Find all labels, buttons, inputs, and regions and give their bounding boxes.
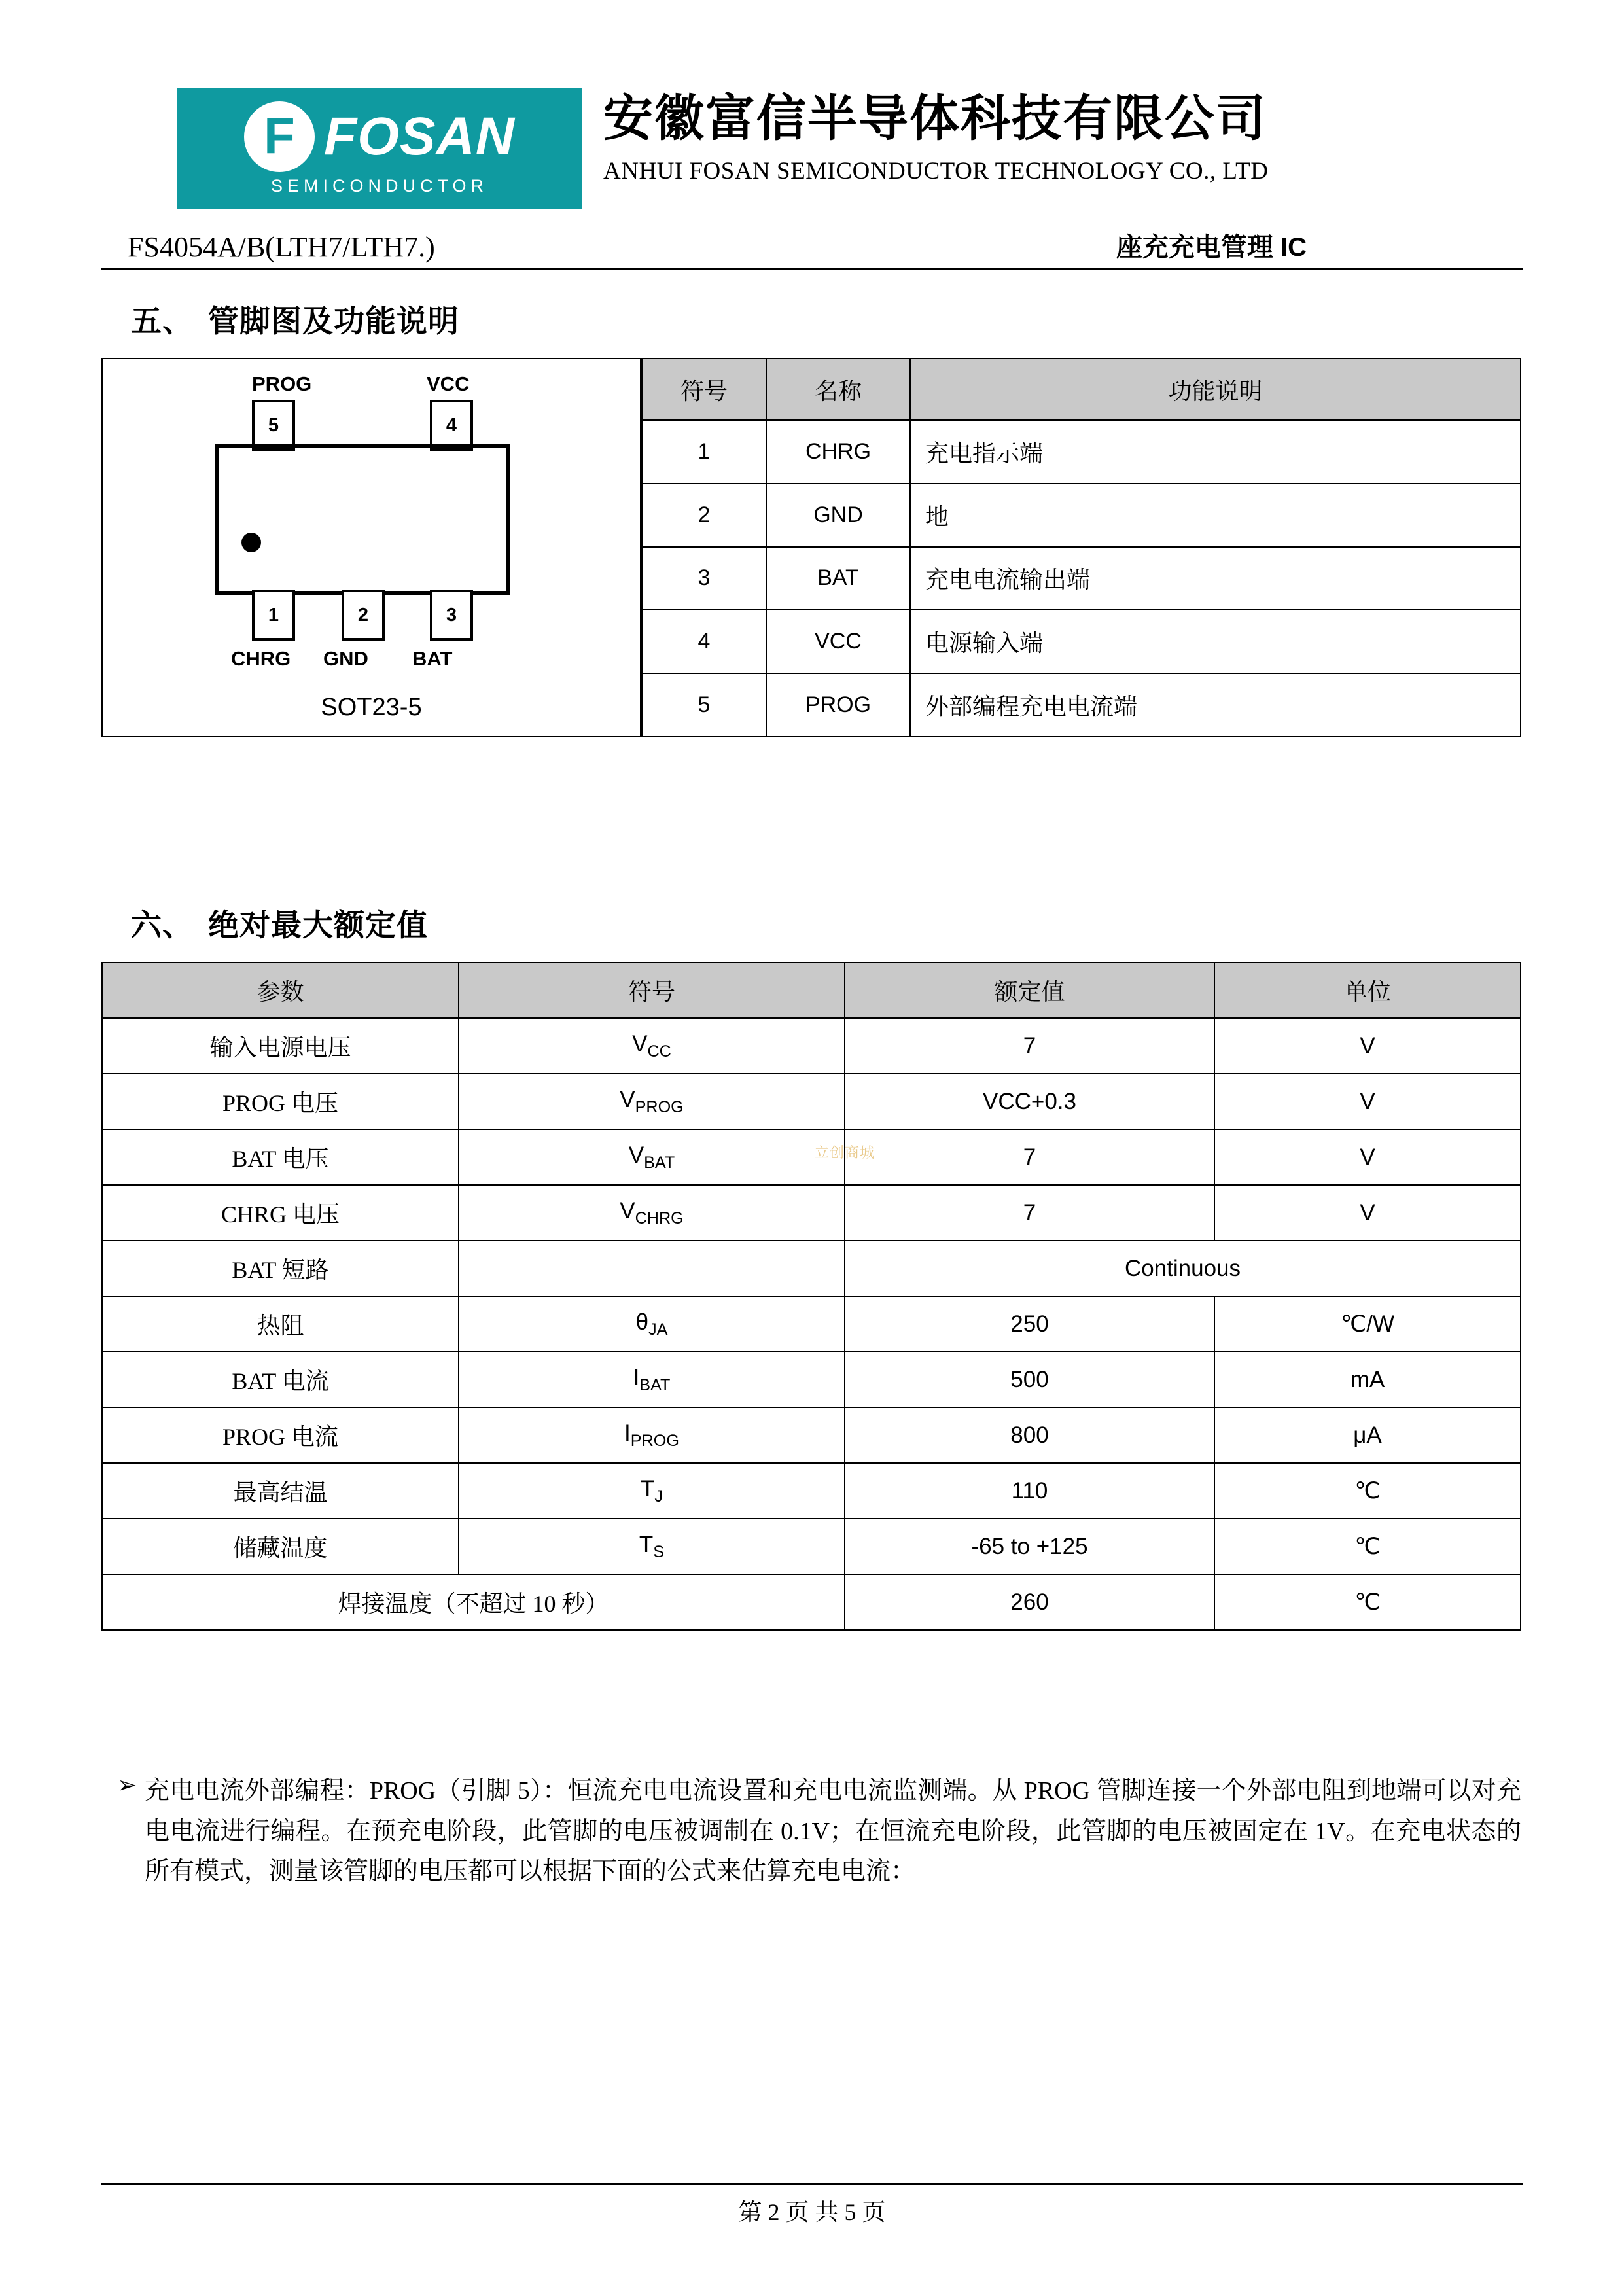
- symbol-sub: CC: [647, 1042, 671, 1061]
- document-title-bar: [101, 226, 1523, 270]
- company-name-cn: 安徽富信半导体科技有限公司: [603, 92, 1267, 147]
- symbol-main: θ: [635, 1309, 649, 1335]
- logo-wordmark: FOSAN: [324, 107, 515, 166]
- cell-rating: 260: [845, 1574, 1214, 1630]
- cell-unit: V: [1214, 1185, 1521, 1241]
- cell-symbol: [459, 1352, 845, 1407]
- table-row: [642, 547, 1521, 610]
- symbol-sub: J: [654, 1487, 663, 1506]
- cell-parameter: PROG 电压: [102, 1074, 459, 1129]
- logo-subtitle: SEMICONDUCTOR: [270, 176, 488, 196]
- cell-rating: -65 to +125: [845, 1519, 1214, 1574]
- cell-pin-no: 2: [642, 484, 766, 547]
- section-heading-pin: [131, 297, 1523, 341]
- section-number-six: 六、: [131, 909, 194, 943]
- pin-label-gnd: GND: [323, 647, 368, 670]
- symbol-main: V: [632, 1031, 648, 1057]
- symbol-main: V: [628, 1142, 644, 1168]
- cell-pin-desc: 外部编程充电电流端: [910, 673, 1521, 737]
- table-row: [102, 1241, 1521, 1296]
- table-row: [102, 1407, 1521, 1463]
- cell-symbol: [459, 1185, 845, 1241]
- table-row: [102, 1296, 1521, 1352]
- table-row: [102, 1574, 1521, 1630]
- cell-parameter: BAT 电流: [102, 1352, 459, 1407]
- symbol-main: T: [641, 1475, 655, 1502]
- cell-pin-name: CHRG: [766, 420, 910, 484]
- table-row: [102, 1018, 1521, 1074]
- cell-unit: ℃: [1214, 1519, 1521, 1574]
- cell-symbol: [459, 1018, 845, 1074]
- cell-pin-name: BAT: [766, 547, 910, 610]
- symbol-sub: CHRG: [635, 1209, 684, 1227]
- col-header-name: 名称: [766, 359, 910, 420]
- cell-unit: μA: [1214, 1407, 1521, 1463]
- cell-symbol: [459, 1074, 845, 1129]
- cell-pin-name: PROG: [766, 673, 910, 737]
- cell-pin-desc: 地: [910, 484, 1521, 547]
- cell-unit: V: [1214, 1018, 1521, 1074]
- section-number-five: 五、: [131, 305, 194, 339]
- section-heading-ratings: [131, 901, 1523, 945]
- cell-parameter: 最高结温: [102, 1463, 459, 1519]
- cell-parameter: 储藏温度: [102, 1519, 459, 1574]
- watermark-text: 立创商城: [815, 1144, 875, 1161]
- table-row: [102, 1185, 1521, 1241]
- note-block: [101, 1771, 1521, 1892]
- absolute-maximum-ratings-table: [101, 962, 1521, 1631]
- pin-pad-4: 4: [430, 400, 473, 451]
- package-name: SOT23-5: [321, 694, 422, 721]
- cell-pin-no: 5: [642, 673, 766, 737]
- cell-pin-desc: 充电电流输出端: [910, 547, 1521, 610]
- cell-symbol: [459, 1463, 845, 1519]
- symbol-sub: S: [653, 1542, 665, 1561]
- pin-pad-1: 1: [252, 590, 295, 641]
- note-text: 充电电流外部编程：PROG（引脚 5）：恒流充电电流设置和充电电流监测端。从 PROG 管脚连接一个外部电阻到地端可以对充电电流进行编程。在预充电阶段，此管脚的电压被调制在 0.1V；在恒流充电阶段，此管脚的电压被固定在 1V。在充电状态的所有模式，测量该管脚的电压都可以根据下面的公式来估算充电电流：: [145, 1777, 1521, 1886]
- symbol-sub: BAT: [644, 1153, 675, 1172]
- table-row: [102, 1129, 1521, 1185]
- pin-pad-2: 2: [342, 590, 385, 641]
- symbol-main: T: [639, 1531, 654, 1557]
- cell-pin-no: 3: [642, 547, 766, 610]
- cell-pin-name: VCC: [766, 610, 910, 673]
- table-header-row: [102, 963, 1521, 1018]
- cell-parameter: 热阻: [102, 1296, 459, 1352]
- pin-label-bat: BAT: [412, 647, 453, 670]
- symbol-main: V: [620, 1197, 635, 1224]
- table-row: [102, 1352, 1521, 1407]
- cell-symbol: [459, 1519, 845, 1574]
- page-footer: 第 2 页 共 5 页: [101, 2183, 1523, 2227]
- col-header-symbol: 符号: [642, 359, 766, 420]
- table-header-row: [642, 359, 1521, 420]
- cell-rating: 7: [845, 1018, 1214, 1074]
- pin-label-chrg: CHRG: [231, 647, 291, 670]
- cell-unit: V: [1214, 1129, 1521, 1185]
- cell-symbol: [459, 1129, 845, 1185]
- pin-pad-3: 3: [430, 590, 473, 641]
- cell-rating: 800: [845, 1407, 1214, 1463]
- pin-function-table: [641, 358, 1521, 737]
- cell-rating: 7: [845, 1129, 1214, 1185]
- symbol-main: I: [624, 1420, 631, 1446]
- cell-rating: Continuous: [845, 1241, 1521, 1296]
- logo-row: [244, 101, 515, 172]
- symbol-main: I: [633, 1364, 640, 1390]
- table-row: [642, 484, 1521, 547]
- pin-label-vcc: VCC: [427, 372, 470, 395]
- table-row: [642, 673, 1521, 737]
- pin-label-prog: PROG: [252, 372, 312, 395]
- symbol-sub: PROG: [630, 1431, 679, 1450]
- bullet-icon: ➢: [117, 1772, 137, 1798]
- cell-parameter: 输入电源电压: [102, 1018, 459, 1074]
- cell-pin-no: 4: [642, 610, 766, 673]
- cell-parameter: CHRG 电压: [102, 1185, 459, 1241]
- cell-unit: ℃: [1214, 1463, 1521, 1519]
- cell-symbol: [459, 1407, 845, 1463]
- cell-parameter: BAT 短路: [102, 1241, 459, 1296]
- table-row: [102, 1463, 1521, 1519]
- symbol-main: V: [620, 1086, 635, 1112]
- pin-section: [101, 358, 1521, 737]
- company-name-en: ANHUI FOSAN SEMICONDUCTOR TECHNOLOGY CO., LTD: [603, 158, 1269, 185]
- cell-rating: VCC+0.3: [845, 1074, 1214, 1129]
- cell-unit: ℃/W: [1214, 1296, 1521, 1352]
- col-header-unit: 单位: [1214, 963, 1521, 1018]
- table-row: [102, 1519, 1521, 1574]
- cell-unit: mA: [1214, 1352, 1521, 1407]
- logo-mark-icon: [244, 101, 315, 172]
- cell-pin-desc: 电源输入端: [910, 610, 1521, 673]
- col-header-rating: 额定值: [845, 963, 1214, 1018]
- col-header-symbol: 符号: [459, 963, 845, 1018]
- col-header-desc: 功能说明: [910, 359, 1521, 420]
- company-logo: [177, 88, 582, 209]
- table-row: [642, 420, 1521, 484]
- symbol-sub: PROG: [635, 1097, 684, 1116]
- table-row: [102, 1074, 1521, 1129]
- logo-letter: F: [264, 107, 295, 164]
- section-title-five: 管脚图及功能说明: [208, 305, 459, 339]
- page-header: [101, 0, 1523, 209]
- cell-unit: ℃: [1214, 1574, 1521, 1630]
- cell-rating: 110: [845, 1463, 1214, 1519]
- cell-pin-no: 1: [642, 420, 766, 484]
- cell-parameter: 焊接温度（不超过 10 秒）: [102, 1574, 845, 1630]
- pin-pad-5: 5: [252, 400, 295, 451]
- cell-rating: 250: [845, 1296, 1214, 1352]
- cell-parameter: BAT 电压: [102, 1129, 459, 1185]
- cell-unit: V: [1214, 1074, 1521, 1129]
- symbol-sub: BAT: [639, 1375, 671, 1394]
- col-header-parameter: 参数: [102, 963, 459, 1018]
- cell-parameter: PROG 电流: [102, 1407, 459, 1463]
- pin1-dot-icon: [241, 533, 261, 552]
- section-title-six: 绝对最大额定值: [208, 909, 428, 943]
- package-diagram: [101, 358, 641, 737]
- package-body: [215, 444, 510, 595]
- document-category: 座充充电管理 IC: [1116, 233, 1307, 262]
- cell-rating: 7: [845, 1185, 1214, 1241]
- cell-symbol: [459, 1296, 845, 1352]
- cell-pin-name: GND: [766, 484, 910, 547]
- cell-pin-desc: 充电指示端: [910, 420, 1521, 484]
- symbol-sub: JA: [648, 1320, 668, 1339]
- cell-symbol: [459, 1241, 845, 1296]
- company-name-block: [603, 88, 1268, 185]
- cell-rating: 500: [845, 1352, 1214, 1407]
- table-row: [642, 610, 1521, 673]
- part-number: FS4054A/B(LTH7/LTH7.): [128, 231, 435, 263]
